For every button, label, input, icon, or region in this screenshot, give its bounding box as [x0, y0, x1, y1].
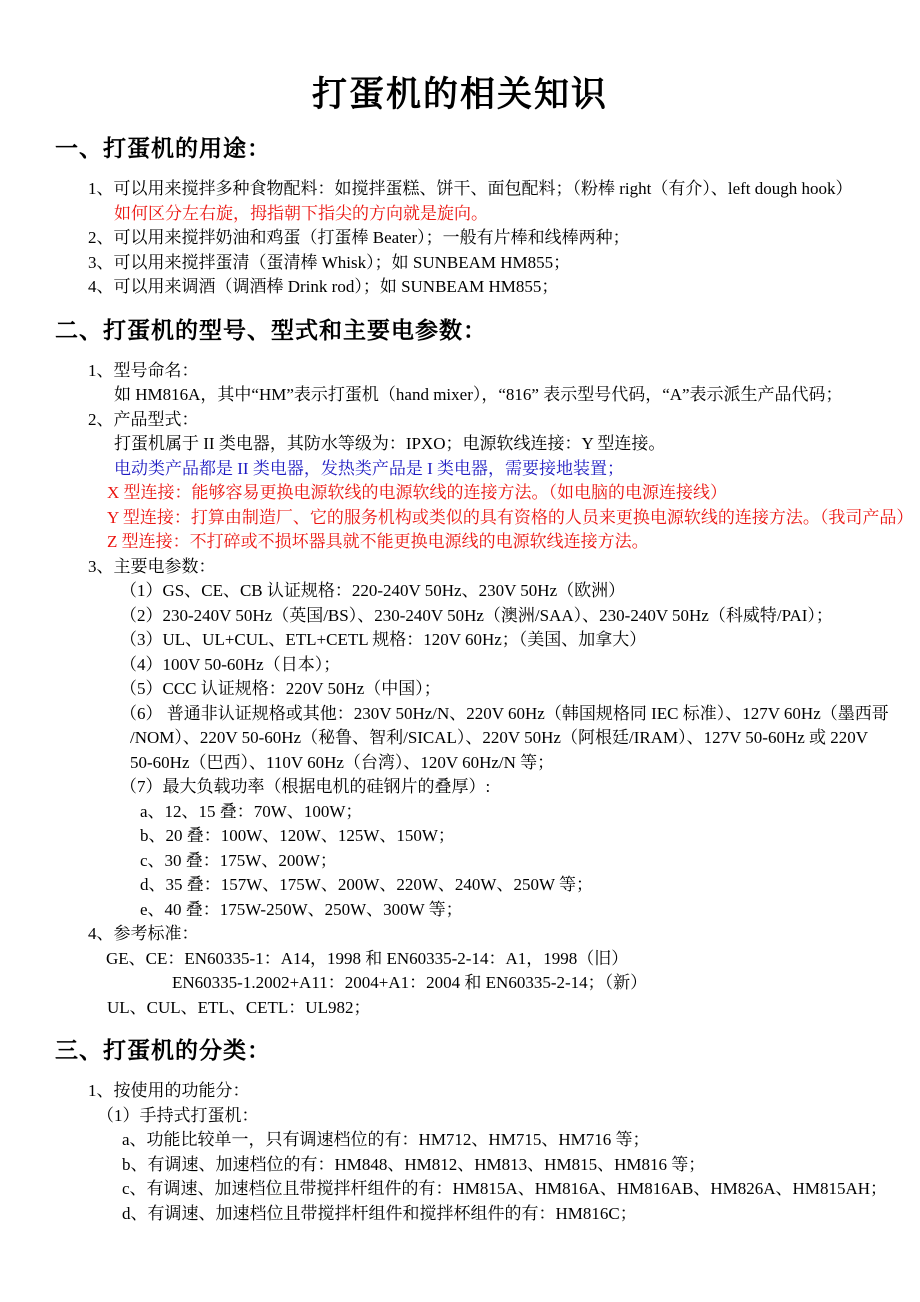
text-line: 打蛋机属于 II 类电器，其防水等级为：IPXO；电源软线连接：Y 型连接。: [114, 434, 666, 453]
text-line: 1、型号命名：: [88, 360, 199, 380]
text-line: 如何区分左右旋，拇指朝下指尖的方向就是旋向。: [114, 203, 488, 223]
text-line: 3、可以用来搅拌蛋清（蛋清棒 Whisk）；如 SUNBEAM HM855；: [88, 252, 571, 272]
text-line: 如 HM816A，其中“HM”表示打蛋机（hand mixer），“816” 表示型号代码，“A”表示派生产品代码；: [114, 385, 843, 404]
section-heading: 三、打蛋机的分类：: [55, 1038, 271, 1063]
section-heading: 二、打蛋机的型号、型式和主要电参数：: [55, 317, 487, 343]
text-line: /NOM）、220V 50-60Hz（秘鲁、智利/SICAL）、220V 50Hz（阿根廷/IRAM）、127V 50-60Hz 或 220V: [130, 728, 869, 747]
text-line: b、20 叠：100W、120W、125W、150W；: [140, 826, 455, 845]
text-line: 4、可以用来调酒（调酒棒 Drink rod）；如 SUNBEAM HM855；: [88, 277, 559, 296]
text-line: EN60335-1.2002+A11：2004+A1：2004 和 EN60335-2-14；（新）: [172, 973, 648, 992]
text-line: （6） 普通非认证规格或其他：230V 50Hz/N、220V 60Hz（韩国规格同 IEC 标准）、127V 60Hz（墨西哥: [120, 703, 889, 723]
text-line: 电动类产品都是 II 类电器，发热类产品是 I 类电器，需要接地装置；: [114, 458, 624, 478]
text-line: （3）UL、UL+CUL、ETL+CETL 规格：120V 60Hz；（美国、加拿大）: [120, 630, 647, 649]
text-line: （2）230-240V 50Hz（英国/BS）、230-240V 50Hz（澳洲/SAA）、230-240V 50Hz（科威特/PAI）；: [120, 605, 833, 625]
text-line: （5）CCC 认证规格：220V 50Hz（中国）；: [120, 679, 441, 698]
text-line: e、40 叠：175W-250W、250W、300W 等；: [140, 899, 463, 919]
text-line: 1、按使用的功能分：: [88, 1081, 250, 1100]
text-line: 2、可以用来搅拌奶油和鸡蛋（打蛋棒 Beater）；一般有片棒和线棒两种；: [88, 228, 630, 247]
document-title: 打蛋机的相关知识: [311, 75, 608, 114]
text-line: 1、可以用来搅拌多种食物配料：如搅拌蛋糕、饼干、面包配料；（粉棒 right（有介）、left dough hook）: [88, 179, 853, 198]
text-line: （4）100V 50-60Hz（日本）；: [120, 654, 341, 674]
text-line: 2、产品型式：: [88, 409, 199, 429]
text-line: a、12、15 叠：70W、100W；: [140, 801, 363, 821]
text-line: 4、参考标准：: [88, 924, 199, 943]
text-line: GE、CE：EN60335-1：A14，1998 和 EN60335-2-14：A1，1998（旧）: [106, 948, 629, 968]
text-line: c、有调速、加速档位且带搅拌杆组件的有：HM815A、HM816A、HM816AB、HM826A、HM815AH；: [122, 1179, 888, 1198]
text-line: 50-60Hz（巴西）、110V 60Hz（台湾）、120V 60Hz/N 等；: [130, 752, 555, 772]
section-heading: 一、打蛋机的用途：: [55, 136, 271, 161]
text-line: 3、主要电参数：: [88, 556, 216, 576]
text-line: Z 型连接：不打碎或不损坏器具就不能更换电源线的电源软线连接方法。: [107, 532, 649, 551]
document-body: [0, 134, 920, 1226]
text-line: X 型连接：能够容易更换电源软线的电源软线的连接方法。（如电脑的电源连接线）: [107, 483, 728, 502]
text-line: c、30 叠：175W、200W；: [140, 850, 337, 870]
text-line: a、功能比较单一，只有调速档位的有：HM712、HM715、HM716 等；: [122, 1130, 650, 1149]
text-line: UL、CUL、ETL、CETL：UL982；: [107, 997, 371, 1017]
text-line: （1）GS、CE、CB 认证规格：220-240V 50Hz、230V 50Hz（欧洲）: [120, 581, 626, 600]
text-line: d、有调速、加速档位且带搅拌杆组件和搅拌杯组件的有：HM816C；: [122, 1203, 637, 1223]
text-line: b、有调速、加速档位的有：HM848、HM812、HM813、HM815、HM816 等；: [122, 1154, 706, 1174]
text-line: （1）手持式打蛋机：: [97, 1105, 259, 1125]
text-line: Y 型连接：打算由制造厂、它的服务机构或类似的具有资格的人员来更换电源软线的连接方法。（我司产品）: [107, 507, 914, 527]
text-line: d、35 叠：157W、175W、200W、220W、240W、250W 等；: [140, 875, 593, 894]
text-line: （7）最大负载功率（根据电机的硅钢片的叠厚）:: [120, 777, 491, 796]
